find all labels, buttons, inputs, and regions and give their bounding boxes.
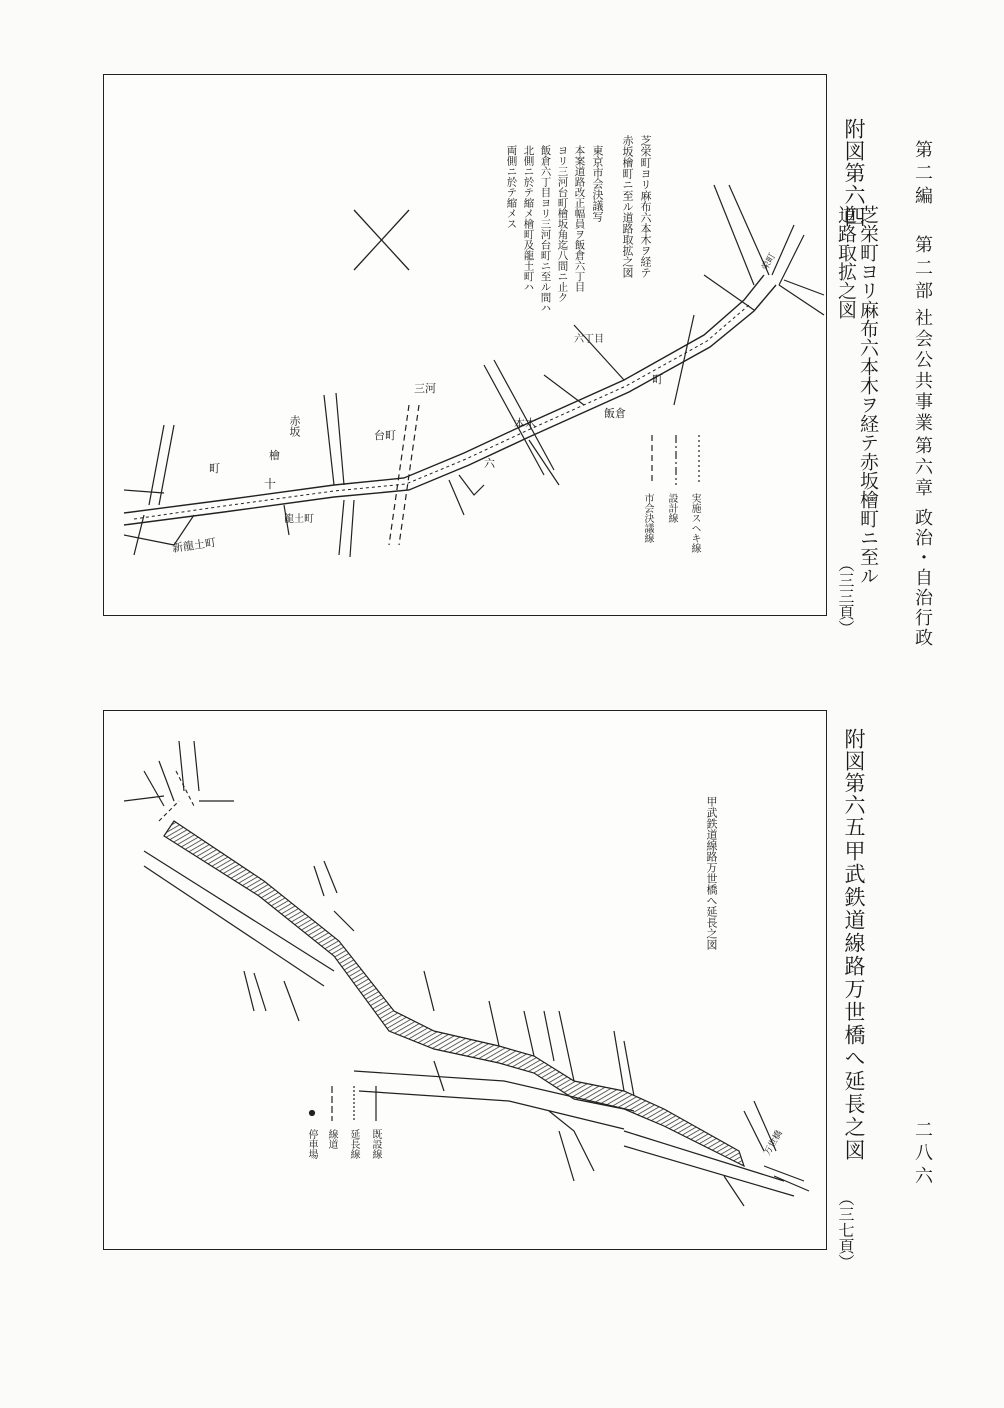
legend-extension-label: 延長線 (348, 1129, 359, 1159)
legend-station-label: 停車場 (306, 1129, 317, 1159)
map-note-65: 甲武鉄道線路万世橋へ延長之図 (705, 796, 718, 950)
figure-65-number: 附図第六五 (842, 728, 866, 838)
figure-65-map (103, 710, 827, 1250)
main-road-drawing (124, 275, 776, 525)
figure-65-page-ref: （三七頁） (836, 1190, 855, 1270)
running-head-topic: 社会公共事業 (912, 308, 933, 434)
place-label-machi: 町 (209, 462, 220, 475)
figure-65-dashed-drawing (159, 771, 194, 821)
place-label-sakae: 栄町 (760, 251, 779, 273)
place-label-hon: 本木 (514, 417, 536, 430)
place-label-iikura: 飯倉 (604, 407, 626, 420)
map-note-body1: 東京市会決議写 (591, 145, 604, 222)
side-streets-drawing (124, 185, 824, 557)
map-note-title1: 芝栄町ヨリ麻布六本木ヲ経テ (639, 135, 652, 278)
figure-64-title-line1: 芝栄町ヨリ麻布六本木ヲ経テ赤坂檜町ニ至ル (857, 205, 879, 585)
compass-icon (354, 210, 409, 270)
figure-65-title: 甲武鉄道線路万世橋へ延長之図 (842, 840, 866, 1162)
place-label-shinryudo: 新龍土町 (171, 535, 217, 555)
place-label-bridge: 万世橋 (762, 1129, 785, 1158)
place-label-rokuchome: 六丁目 (574, 334, 604, 345)
place-label-hinoki: 檜 (269, 449, 280, 462)
figure-65-map-drawing (104, 711, 826, 1249)
place-label-akasaka: 赤坂 (288, 415, 301, 437)
running-head-chapter-title: 政治・自治行政 (912, 508, 933, 648)
legend-road-label: 線道 (326, 1129, 337, 1149)
map-note-body6: 両側ニ於テ縮メス (505, 145, 518, 229)
map-note-title2: 赤坂檜町ニ至ル道路取拡之図 (621, 135, 634, 278)
figure-64-map (103, 74, 827, 616)
legend-existing-label: 既設線 (370, 1129, 381, 1159)
running-head-section: 第二部 (912, 235, 933, 304)
running-head-part: 第二編 (912, 140, 933, 209)
map-note-body2: 本案道路改正幅員ヲ飯倉六丁目 (573, 145, 586, 292)
legend-council-label: 市会決議線 (642, 493, 653, 543)
railway-extension-drawing (164, 821, 744, 1166)
page-number: 二八六 (912, 1120, 933, 1189)
place-label-sankai: 三河 (414, 382, 436, 395)
running-head-chapter: 第六章 (912, 436, 933, 499)
map-note-body5: 北側ニ於テ縮メ檜町及龍土町ハ (522, 145, 535, 292)
boundary-lines-drawing (389, 405, 419, 545)
figure-64-legend-lines (652, 435, 699, 485)
place-label-ryudo: 龍土町 (284, 514, 314, 525)
legend-implemented-label: 実施スヘキ線 (689, 493, 700, 553)
place-label-roku: 六 (484, 457, 495, 470)
map-note-body4: 飯倉六丁目ヨリ三河台町ニ至ル間ハ (539, 145, 552, 313)
map-note-body3: ヨリ三河台町檜坂角迄八間ニ止ク (556, 145, 569, 303)
figure-64-number: 附図第六四 (842, 118, 866, 228)
figure-64-page-ref: （三三頁） (836, 556, 855, 636)
place-label-nishimachi: 町 (652, 373, 663, 386)
legend-design-label: 設計線 (666, 493, 677, 523)
figure-64-title-line2: 道路取拡之図 (835, 205, 857, 319)
place-label-juji: 十 (264, 477, 277, 491)
place-label-daimachi: 台町 (374, 429, 396, 442)
